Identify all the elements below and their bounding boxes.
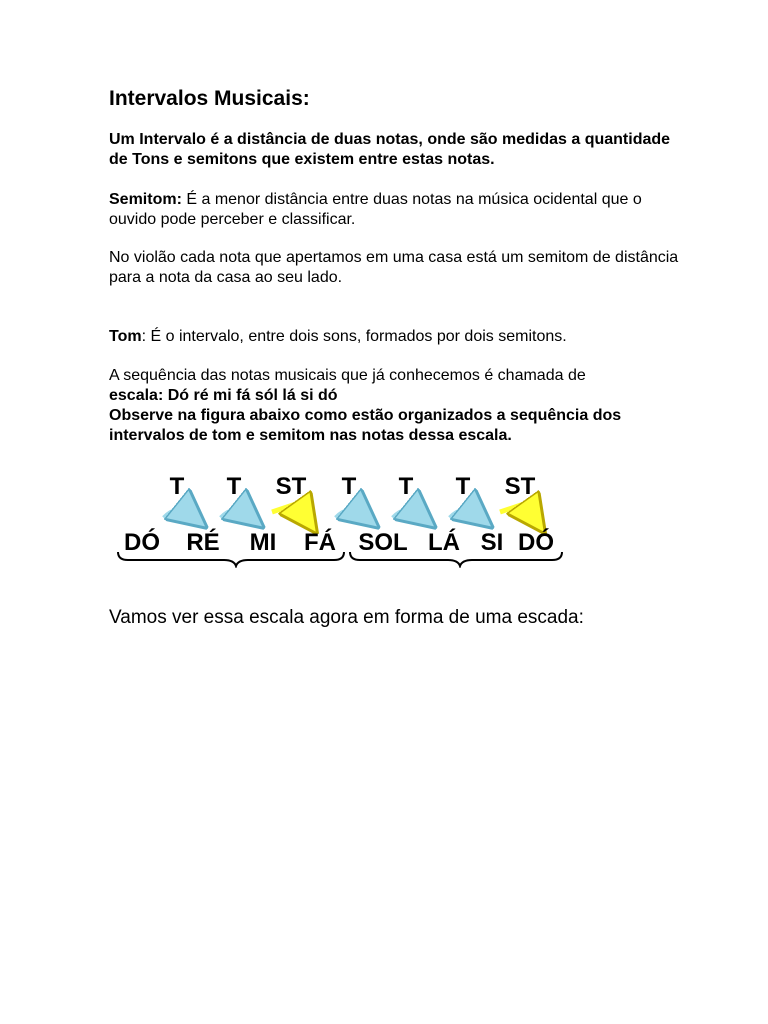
interval-label-5: T [398, 473, 414, 500]
note-label-1: DÓ [124, 529, 160, 556]
note-label-5: SOL [358, 529, 408, 556]
note-label-7: SI [480, 529, 504, 556]
tom-term: Tom [109, 328, 142, 345]
note-label-4: FÁ [304, 529, 336, 556]
tone-arrow-icon [164, 510, 192, 518]
note-label-8: DÓ [518, 529, 554, 556]
semitom-term: Semitom: [109, 191, 182, 208]
violao-paragraph: No violão cada nota que apertamos em uma casa está um semitom de distância para a nota da casa ao seu lado. [109, 249, 679, 286]
tom-definition: : É o intervalo, entre dois sons, formados por dois semitons. [141, 328, 567, 345]
tom-paragraph [109, 327, 689, 347]
semitone-arrow-icon [500, 504, 534, 518]
interval-label-3: ST [275, 473, 307, 500]
page-title: Intervalos Musicais: [109, 87, 310, 110]
note-label-2: RÉ [186, 529, 220, 556]
interval-label-2: T [226, 473, 242, 500]
tone-arrow-icon [221, 510, 249, 518]
observe-text: Observe na figura abaixo como estão organizados a sequência dos intervalos de tom e semitom nas notas dessa escala. [109, 407, 622, 444]
tone-arrow-icon [393, 510, 421, 518]
note-label-6: LÁ [428, 529, 460, 556]
sequence-text: A sequência das notas musicais que já conhecemos é chamada de [109, 367, 586, 384]
semitom-definition: É a menor distância entre duas notas na música ocidental que o ouvido pode perceber e classificar. [109, 191, 642, 228]
semitom-paragraph [109, 190, 669, 230]
closing-sentence: Vamos ver essa escala agora em forma de uma escada: [109, 607, 584, 628]
sequence-paragraph [109, 366, 689, 446]
scale-line: escala: Dó ré mi fá sól lá si dó [109, 387, 338, 404]
intro-paragraph: Um Intervalo é a distância de duas notas, onde são medidas a quantidade de Tons e semitons que existem entre estas notas. [109, 131, 671, 168]
scale-diagram [100, 468, 580, 568]
semitone-arrow-icon [272, 504, 306, 518]
tone-arrow-icon [450, 510, 478, 518]
interval-label-7: ST [504, 473, 536, 500]
note-label-3: MI [249, 529, 277, 556]
interval-label-6: T [455, 473, 471, 500]
tone-arrow-icon [336, 510, 364, 518]
interval-label-1: T [169, 473, 185, 500]
interval-label-4: T [341, 473, 357, 500]
